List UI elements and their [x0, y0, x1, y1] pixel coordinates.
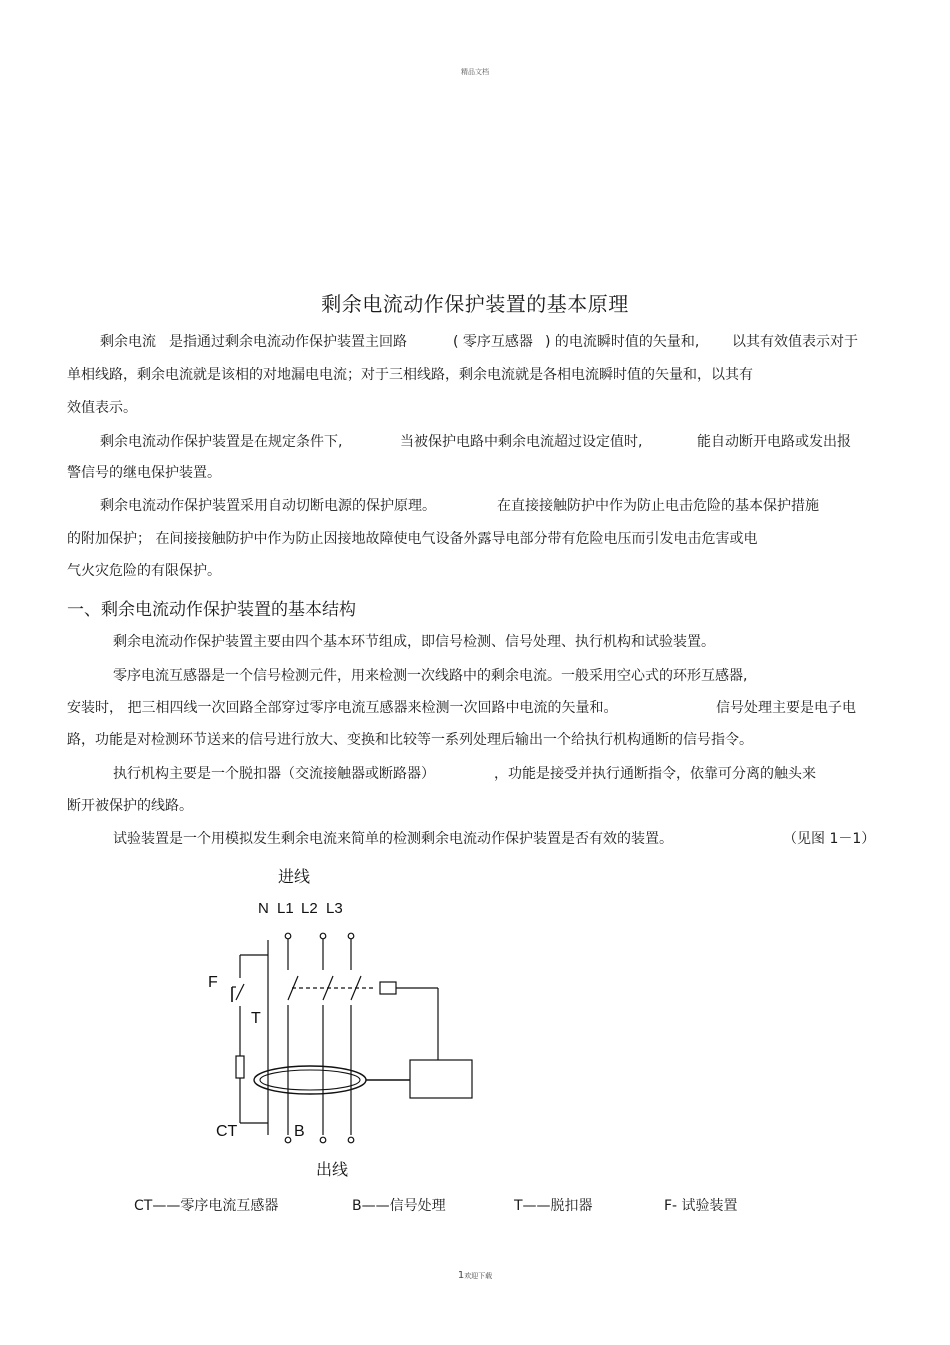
para5-text: 零序电流互感器是一个信号检测元件，用来检测一次线路中的剩余电流。一般采用空心式的环形互感器,: [113, 668, 748, 684]
para6-text: ，功能是接受并执行通断指令，依靠可分离的触头来: [494, 766, 816, 782]
para1-text: ( 零序互感器: [453, 334, 533, 350]
para5-text: 信号处理主要是电子电: [716, 700, 856, 716]
para1-text: 是指通过剩余电流动作保护装置主回路: [169, 334, 407, 350]
rcd-circuit-diagram: [200, 860, 490, 1165]
para7-text: （见图 1－1）: [783, 831, 876, 847]
terminal-l2-top: [320, 933, 326, 939]
para1-text: 效值表示。: [67, 400, 137, 416]
para1-text: 单相线路，剩余电流就是该相的对地漏电电流；对于三相线路，剩余电流就是各相电流瞬时值的矢量和，以其有: [67, 367, 753, 383]
para3-text: 气火灾危险的有限保护。: [67, 563, 221, 579]
para2-text: 能自动断开电路或发出报: [697, 434, 851, 450]
para5-text: 路，功能是对检测环节送来的信号进行放大、变换和比较等一系列处理后输出一个给执行机构通断的信号指令。: [67, 732, 753, 748]
label-b: B: [294, 1123, 305, 1140]
document-title: 剩余电流动作保护装置的基本原理: [321, 292, 629, 316]
section-heading: 一、剩余电流动作保护装置的基本结构: [67, 600, 356, 620]
caption-t: T——脱扣器: [514, 1198, 593, 1214]
para2-text: 警信号的继电保护装置。: [67, 465, 221, 481]
para4-text: 剩余电流动作保护装置主要由四个基本环节组成，即信号检测、信号处理、执行机构和试验装置。: [113, 634, 715, 650]
line-label-n: N: [258, 900, 269, 917]
output-label: 出线: [316, 1162, 349, 1179]
terminal-l3-top: [348, 933, 354, 939]
terminal-l1-bottom: [285, 1137, 291, 1143]
para1-text: ) 的电流瞬时值的矢量和,: [545, 334, 700, 350]
para6-text: 执行机构主要是一个脱扣器（交流接触器或断路器）: [113, 766, 435, 782]
label-t: T: [251, 1010, 261, 1027]
para6-text: 断开被保护的线路。: [67, 798, 193, 814]
para1-text: 以其有效值表示对于: [732, 334, 858, 350]
terminal-l2-bottom: [320, 1137, 326, 1143]
page-header: 精品文档: [461, 68, 489, 76]
para3-text: 剩余电流动作保护装置采用自动切断电源的保护原理。: [100, 498, 436, 514]
terminal-l3-bottom: [348, 1137, 354, 1143]
test-button-f: [236, 984, 244, 1000]
para3-text: 在直接接触防护中作为防止电击危险的基本保护措施: [497, 498, 819, 514]
label-ct: CT: [216, 1123, 238, 1140]
para2-text: 剩余电流动作保护装置是在规定条件下,: [100, 434, 343, 450]
page-footer: [0, 1270, 950, 1281]
line-label-l1: L1: [277, 900, 294, 917]
terminal-l1-top: [285, 933, 291, 939]
para5-text: 安装时， 把三相四线一次回路全部穿过零序电流互感器来检测一次回路中电流的矢量和。: [67, 700, 618, 716]
test-resistor: [236, 1056, 244, 1078]
para3-text: 的附加保护； 在间接接触防护中作为防止因接地故障使电气设备外露导电部分带有危险电压而引发电击危害或电: [67, 531, 758, 547]
line-label-l2: L2: [301, 900, 318, 917]
caption-ct: CT——零序电流互感器: [134, 1198, 279, 1214]
page-number: 1: [457, 1270, 465, 1281]
caption-f: F- 试验装置: [664, 1198, 738, 1214]
label-f: F: [208, 974, 218, 991]
para1-text: 剩余电流: [100, 334, 156, 350]
signal-processing-box-b: [410, 1060, 472, 1098]
tripper-box-t: [380, 982, 396, 994]
para2-text: 当被保护电路中剩余电流超过设定值时,: [400, 434, 643, 450]
caption-b: B——信号处理: [352, 1198, 446, 1214]
line-label-l3: L3: [326, 900, 343, 917]
input-label: 进线: [278, 869, 311, 886]
para7-text: 试验装置是一个用模拟发生剩余电流来简单的检测剩余电流动作保护装置是否有效的装置。: [113, 831, 673, 847]
footer-text: 欢迎下载: [464, 1272, 493, 1280]
